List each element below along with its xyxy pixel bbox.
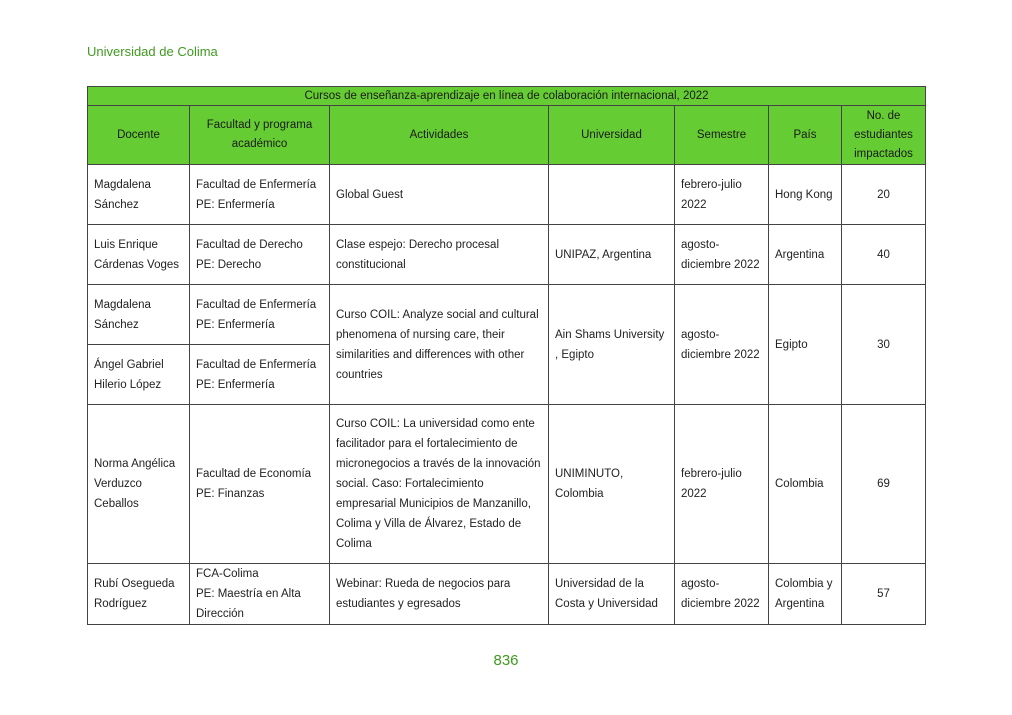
semestre-cell: agosto-diciembre 2022 <box>675 225 769 285</box>
column-header: Semestre <box>675 106 769 165</box>
table-row <box>88 225 926 285</box>
column-header: Actividades <box>330 106 549 165</box>
actividades-cell: Curso COIL: Analyze social and cultural phenomena of nursing care, their similarities and differences with other countries <box>330 285 549 405</box>
estudiantes-cell: 40 <box>842 225 926 285</box>
column-header: Facultad y programa académico <box>190 106 330 165</box>
facultad-cell: Facultad de Enfermería PE: Enfermería <box>190 345 330 405</box>
estudiantes-cell: 57 <box>842 564 926 625</box>
column-header: No. de estudiantes impactados <box>842 106 926 165</box>
facultad-cell: Facultad de Enfermería PE: Enfermería <box>190 285 330 345</box>
universidad-cell: UNIPAZ, Argentina <box>549 225 675 285</box>
actividades-cell: Webinar: Rueda de negocios para estudiantes y egresados <box>330 564 549 625</box>
table-header-row <box>88 106 926 165</box>
facultad-cell: Facultad de Economía PE: Finanzas <box>190 405 330 564</box>
pais-cell: Egipto <box>769 285 842 405</box>
column-header: Docente <box>88 106 190 165</box>
docente-cell: Luis Enrique Cárdenas Voges <box>88 225 190 285</box>
table-row <box>88 405 926 564</box>
table-row <box>88 285 926 345</box>
estudiantes-cell: 69 <box>842 405 926 564</box>
table-title: Cursos de enseñanza-aprendizaje en línea de colaboración internacional, 2022 <box>88 87 926 106</box>
universidad-cell <box>549 165 675 225</box>
pais-cell: Colombia <box>769 405 842 564</box>
universidad-cell: Ain Shams University , Egipto <box>549 285 675 405</box>
docente-cell: Magdalena Sánchez <box>88 285 190 345</box>
page-number: 836 <box>493 652 519 669</box>
estudiantes-cell: 20 <box>842 165 926 225</box>
docente-cell: Magdalena Sánchez <box>88 165 190 225</box>
universidad-cell: UNIMINUTO, Colombia <box>549 405 675 564</box>
courses-table <box>87 86 926 625</box>
header-title: Universidad de Colima <box>87 44 218 59</box>
table-title-row <box>88 87 926 106</box>
semestre-cell: agosto-diciembre 2022 <box>675 564 769 625</box>
column-header: Universidad <box>549 106 675 165</box>
pais-cell: Colombia y Argentina <box>769 564 842 625</box>
pais-cell: Hong Kong <box>769 165 842 225</box>
table-row <box>88 564 926 625</box>
docente-cell: Norma Angélica Verduzco Ceballos <box>88 405 190 564</box>
facultad-cell: Facultad de Enfermería PE: Enfermería <box>190 165 330 225</box>
docente-cell: Ángel Gabriel Hilerio López <box>88 345 190 405</box>
facultad-cell: FCA-Colima PE: Maestría en Alta Dirección <box>190 564 330 625</box>
actividades-cell: Clase espejo: Derecho procesal constitucional <box>330 225 549 285</box>
universidad-cell: Universidad de la Costa y Universidad <box>549 564 675 625</box>
semestre-cell: febrero-julio 2022 <box>675 405 769 564</box>
estudiantes-cell: 30 <box>842 285 926 405</box>
semestre-cell: agosto-diciembre 2022 <box>675 285 769 405</box>
actividades-cell: Global Guest <box>330 165 549 225</box>
column-header: País <box>769 106 842 165</box>
table-row <box>88 165 926 225</box>
actividades-cell: Curso COIL: La universidad como ente facilitador para el fortalecimiento de micronegocios a través de la innovación social. Caso: Fortalecimiento empresarial Municipios de Manzanillo, Colima y Villa de Álvarez, Estado de Colima <box>330 405 549 564</box>
semestre-cell: febrero-julio 2022 <box>675 165 769 225</box>
facultad-cell: Facultad de Derecho PE: Derecho <box>190 225 330 285</box>
pais-cell: Argentina <box>769 225 842 285</box>
docente-cell: Rubí Osegueda Rodríguez <box>88 564 190 625</box>
